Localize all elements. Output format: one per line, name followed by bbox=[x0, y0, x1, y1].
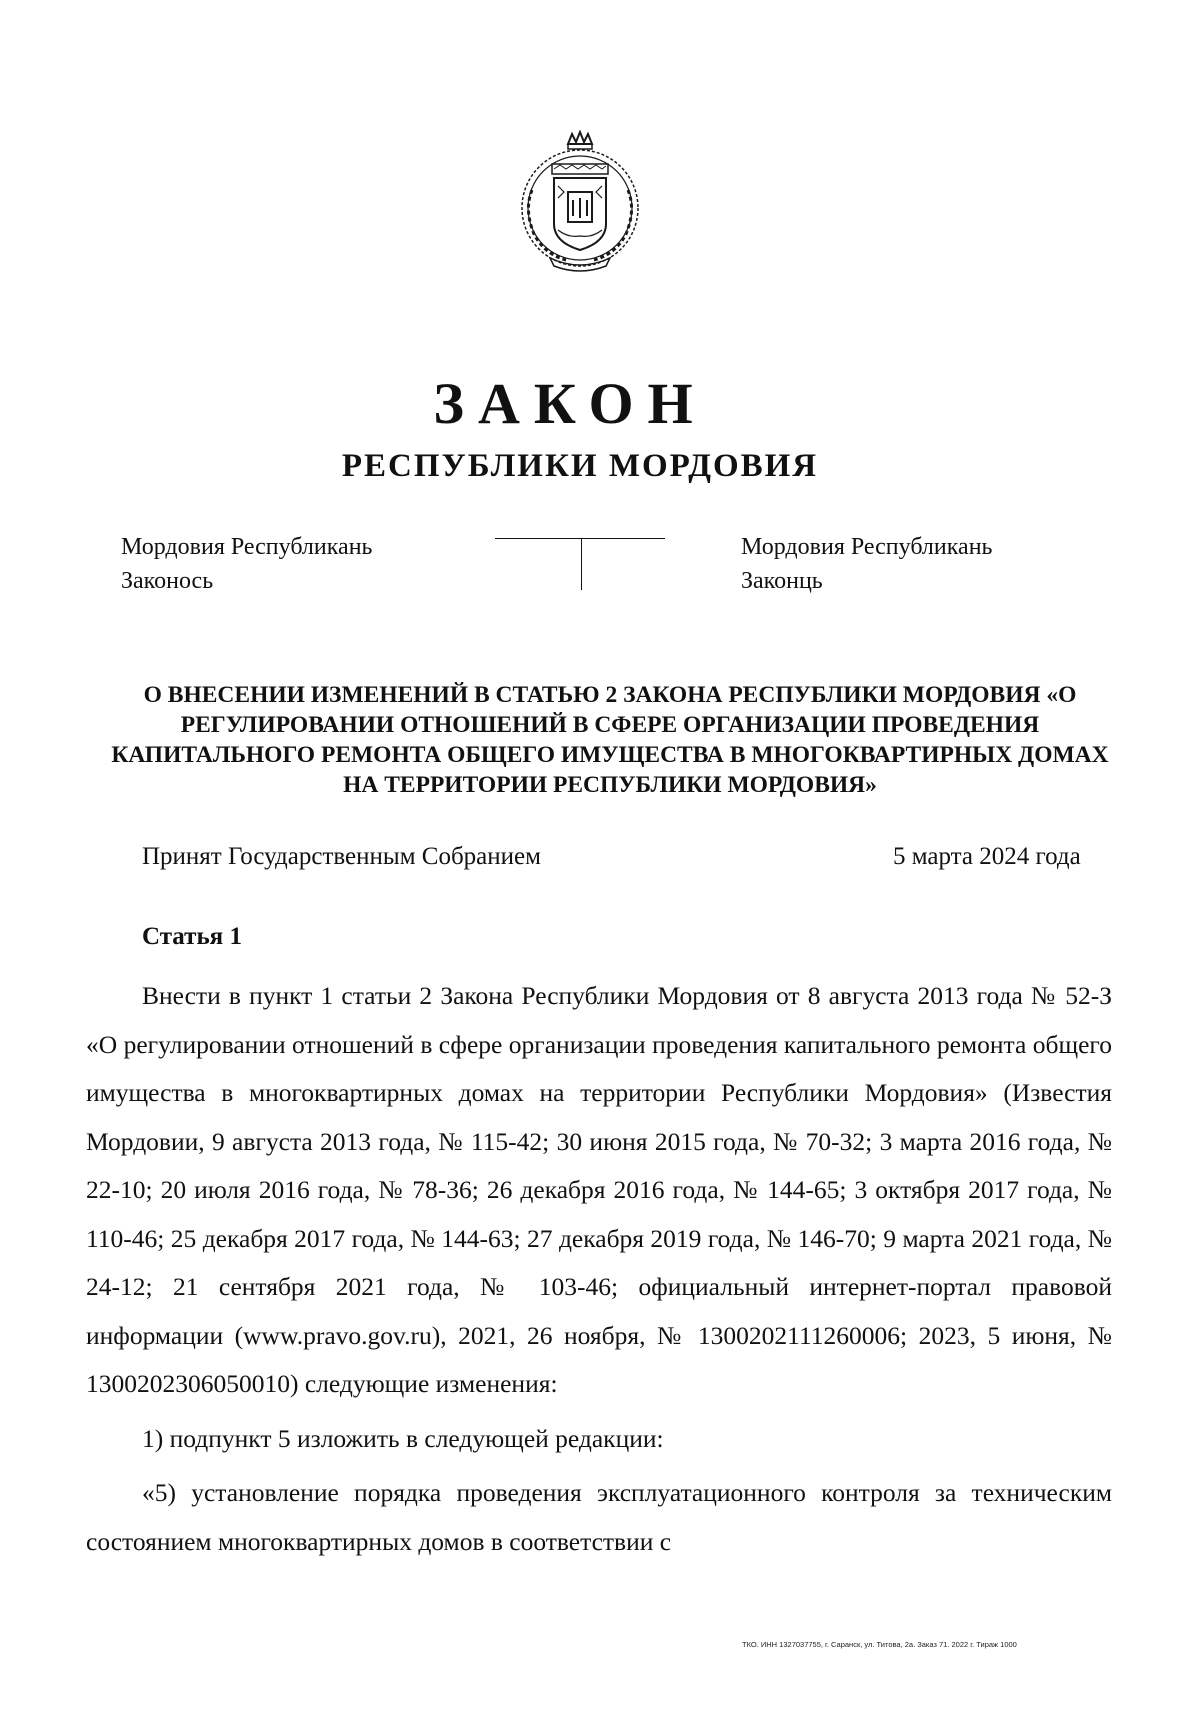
erzya-law-label bbox=[741, 530, 992, 598]
adopted-date: 5 марта 2024 года bbox=[893, 843, 1081, 870]
article-paragraph-3: «5) установление порядка проведения эксплуатационного контроля за техническим состоянием многоквартирных домов в соответствии с bbox=[86, 1478, 1112, 1556]
erzya-label-line2: Законць bbox=[741, 568, 823, 594]
document-type-title: ЗАКОН bbox=[433, 371, 707, 436]
moksha-label-line2: Законось bbox=[121, 568, 214, 594]
registration-divider-vertical bbox=[581, 538, 582, 590]
article-paragraph-1: Внести в пункт 1 статьи 2 Закона Республики Мордовия от 8 августа 2013 года № 52-З «О регулировании отношений в сфере организации проведения капитального ремонта общего имущества в многоквартирных домах на территории Республики Мордовия» (Известия Мордовии, 9 августа 2013 года, № 115-42; 30 июня 2015 года, № 70-32; 3 марта 2016 года, № 22-10; 20 июля 2016 года, № 78-36; 26 декабря 2016 года, № 144-65; 3 октября 2017 года, № 110-46; 25 декабря 2017 года, № 144-63; 27 декабря 2019 года, № 146-70; 9 марта 2021 года, № 24-12; 21 сентября 2021 года, № 103-46; официальный интернет-портал правовой информации (www.pravo.gov.ru), 2021, 26 ноября, № 1300202111260006; 2023, 5 июня, № 1300202306050010) следующие изменения: bbox=[86, 981, 1112, 1398]
moksha-law-label bbox=[121, 530, 372, 598]
printing-info: ТКО. ИНН 1327037755, г. Саранск, ул. Титова, 2а. Заказ 71. 2022 г. Тираж 1000 bbox=[742, 1640, 1017, 1649]
law-heading: О ВНЕСЕНИИ ИЗМЕНЕНИЙ В СТАТЬЮ 2 ЗАКОНА РЕСПУБЛИКИ МОРДОВИЯ «О РЕГУЛИРОВАНИИ ОТНОШЕНИЙ В СФЕРЕ ОРГАНИЗАЦИИ ПРОВЕДЕНИЯ КАПИТАЛЬНОГО РЕМОНТА ОБЩЕГО ИМУЩЕСТВА В МНОГОКВАРТИРНЫХ ДОМАХ НА ТЕРРИТОРИИ РЕСПУБЛИКИ МОРДОВИЯ» bbox=[111, 682, 1109, 798]
adopted-by-text: Принят Государственным Собранием bbox=[142, 843, 541, 870]
moksha-label-line1: Мордовия Республикань bbox=[121, 534, 373, 560]
article-paragraph-2: 1) подпункт 5 изложить в следующей редакции: bbox=[142, 1423, 664, 1453]
article-title: Статья 1 bbox=[142, 923, 242, 950]
article-body bbox=[86, 972, 1112, 1566]
republic-subtitle: РЕСПУБЛИКИ МОРДОВИЯ bbox=[341, 448, 819, 484]
registration-divider-horizontal bbox=[495, 538, 665, 539]
coat-of-arms-emblem bbox=[510, 130, 650, 275]
erzya-label-line1: Мордовия Республикань bbox=[741, 534, 993, 560]
